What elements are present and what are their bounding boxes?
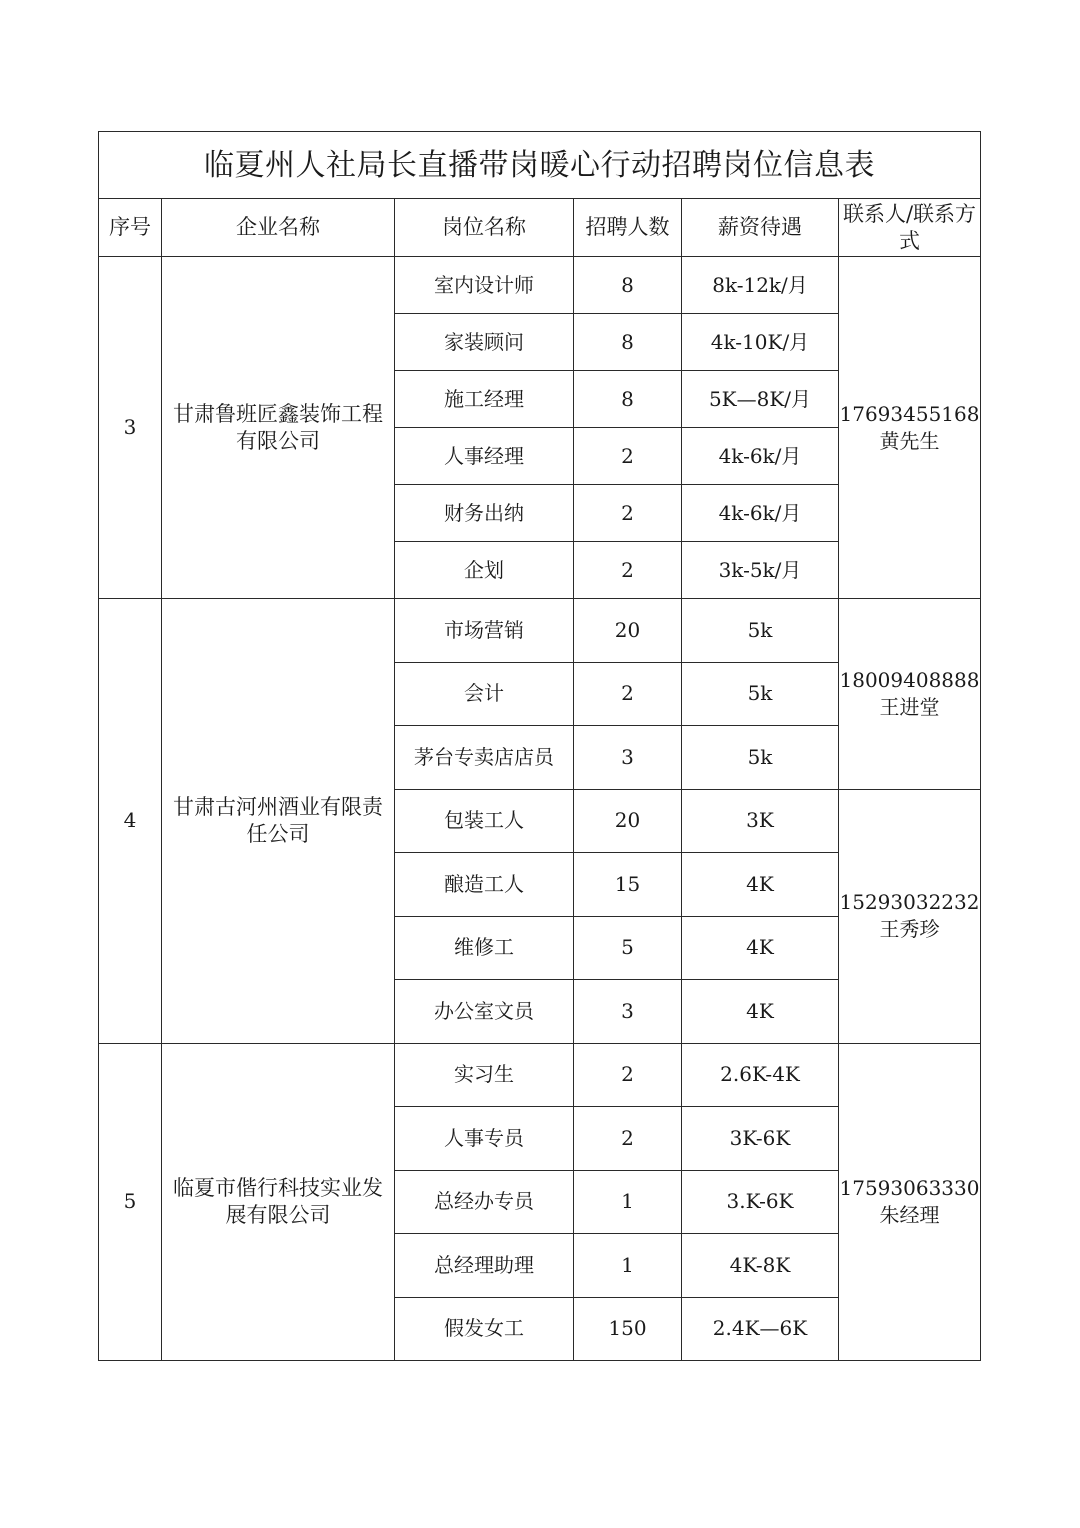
company-index: 3 xyxy=(99,257,162,599)
job-position: 人事经理 xyxy=(395,428,574,485)
table-title: 临夏州人社局长直播带岗暖心行动招聘岗位信息表 xyxy=(99,132,981,199)
job-count: 1 xyxy=(574,1170,682,1234)
job-position: 会计 xyxy=(395,662,574,726)
job-count: 2 xyxy=(574,1107,682,1171)
job-salary: 4K xyxy=(682,980,839,1044)
contact-cell xyxy=(839,1043,981,1361)
company-name: 甘肃鲁班匠鑫装饰工程有限公司 xyxy=(162,257,395,599)
contact-phone: 17593063330 xyxy=(839,1175,980,1200)
table-row xyxy=(99,1043,981,1107)
company-name: 临夏市偕行科技实业发展有限公司 xyxy=(162,1043,395,1361)
job-count: 8 xyxy=(574,257,682,314)
header-index: 序号 xyxy=(99,199,162,257)
job-position: 市场营销 xyxy=(395,599,574,663)
job-position: 家装顾问 xyxy=(395,314,574,371)
job-salary: 4k-6k/月 xyxy=(682,485,839,542)
job-position: 人事专员 xyxy=(395,1107,574,1171)
header-count: 招聘人数 xyxy=(574,199,682,257)
job-count: 3 xyxy=(574,980,682,1044)
job-position: 假发女工 xyxy=(395,1297,574,1361)
job-salary: 4K xyxy=(682,853,839,917)
job-position: 企划 xyxy=(395,542,574,599)
job-count: 8 xyxy=(574,371,682,428)
job-salary: 8k-12k/月 xyxy=(682,257,839,314)
job-position: 维修工 xyxy=(395,916,574,980)
contact-cell xyxy=(839,599,981,790)
job-count: 2 xyxy=(574,1043,682,1107)
job-position: 实习生 xyxy=(395,1043,574,1107)
job-position: 财务出纳 xyxy=(395,485,574,542)
job-count: 20 xyxy=(574,599,682,663)
job-position: 总经办专员 xyxy=(395,1170,574,1234)
job-salary: 4K-8K xyxy=(682,1234,839,1298)
company-index: 4 xyxy=(99,599,162,1044)
table-row xyxy=(99,599,981,663)
contact-person: 王秀珍 xyxy=(879,917,940,941)
job-count: 15 xyxy=(574,853,682,917)
job-salary: 3k-5k/月 xyxy=(682,542,839,599)
company-name: 甘肃古河州酒业有限责任公司 xyxy=(162,599,395,1044)
job-salary: 2.4K—6K xyxy=(682,1297,839,1361)
header-contact: 联系人/联系方式 xyxy=(839,199,981,257)
contact-person: 朱经理 xyxy=(879,1202,940,1227)
job-salary: 5k xyxy=(682,662,839,726)
job-count: 20 xyxy=(574,789,682,853)
contact-phone: 15293032232 xyxy=(839,890,980,914)
company-index: 5 xyxy=(99,1043,162,1361)
job-salary: 2.6K-4K xyxy=(682,1043,839,1107)
header-company: 企业名称 xyxy=(162,199,395,257)
job-count: 2 xyxy=(574,662,682,726)
job-position: 室内设计师 xyxy=(395,257,574,314)
job-position: 茅台专卖店店员 xyxy=(395,726,574,790)
job-position: 办公室文员 xyxy=(395,980,574,1044)
contact-person: 王进堂 xyxy=(879,694,940,719)
job-count: 2 xyxy=(574,542,682,599)
job-count: 150 xyxy=(574,1297,682,1361)
job-position: 酿造工人 xyxy=(395,853,574,917)
job-salary: 5k xyxy=(682,599,839,663)
header-row xyxy=(99,199,981,257)
job-count: 3 xyxy=(574,726,682,790)
job-count: 8 xyxy=(574,314,682,371)
contact-cell xyxy=(839,789,981,1043)
job-salary: 4k-10K/月 xyxy=(682,314,839,371)
job-count: 5 xyxy=(574,916,682,980)
job-salary: 3K xyxy=(682,789,839,853)
table-row xyxy=(99,257,981,314)
header-position: 岗位名称 xyxy=(395,199,574,257)
contact-person: 黄先生 xyxy=(879,428,940,453)
contact-phone: 18009408888 xyxy=(839,667,980,692)
job-salary: 3.K-6K xyxy=(682,1170,839,1234)
job-salary: 5k xyxy=(682,726,839,790)
job-position: 包装工人 xyxy=(395,789,574,853)
job-count: 1 xyxy=(574,1234,682,1298)
header-salary: 薪资待遇 xyxy=(682,199,839,257)
job-salary: 4K xyxy=(682,916,839,980)
job-salary: 4k-6k/月 xyxy=(682,428,839,485)
contact-cell xyxy=(839,257,981,599)
contact-phone: 17693455168 xyxy=(839,401,980,426)
job-position: 施工经理 xyxy=(395,371,574,428)
job-count: 2 xyxy=(574,485,682,542)
job-salary: 5K—8K/月 xyxy=(682,371,839,428)
recruitment-table xyxy=(98,131,981,1361)
job-position: 总经理助理 xyxy=(395,1234,574,1298)
job-salary: 3K-6K xyxy=(682,1107,839,1171)
job-count: 2 xyxy=(574,428,682,485)
